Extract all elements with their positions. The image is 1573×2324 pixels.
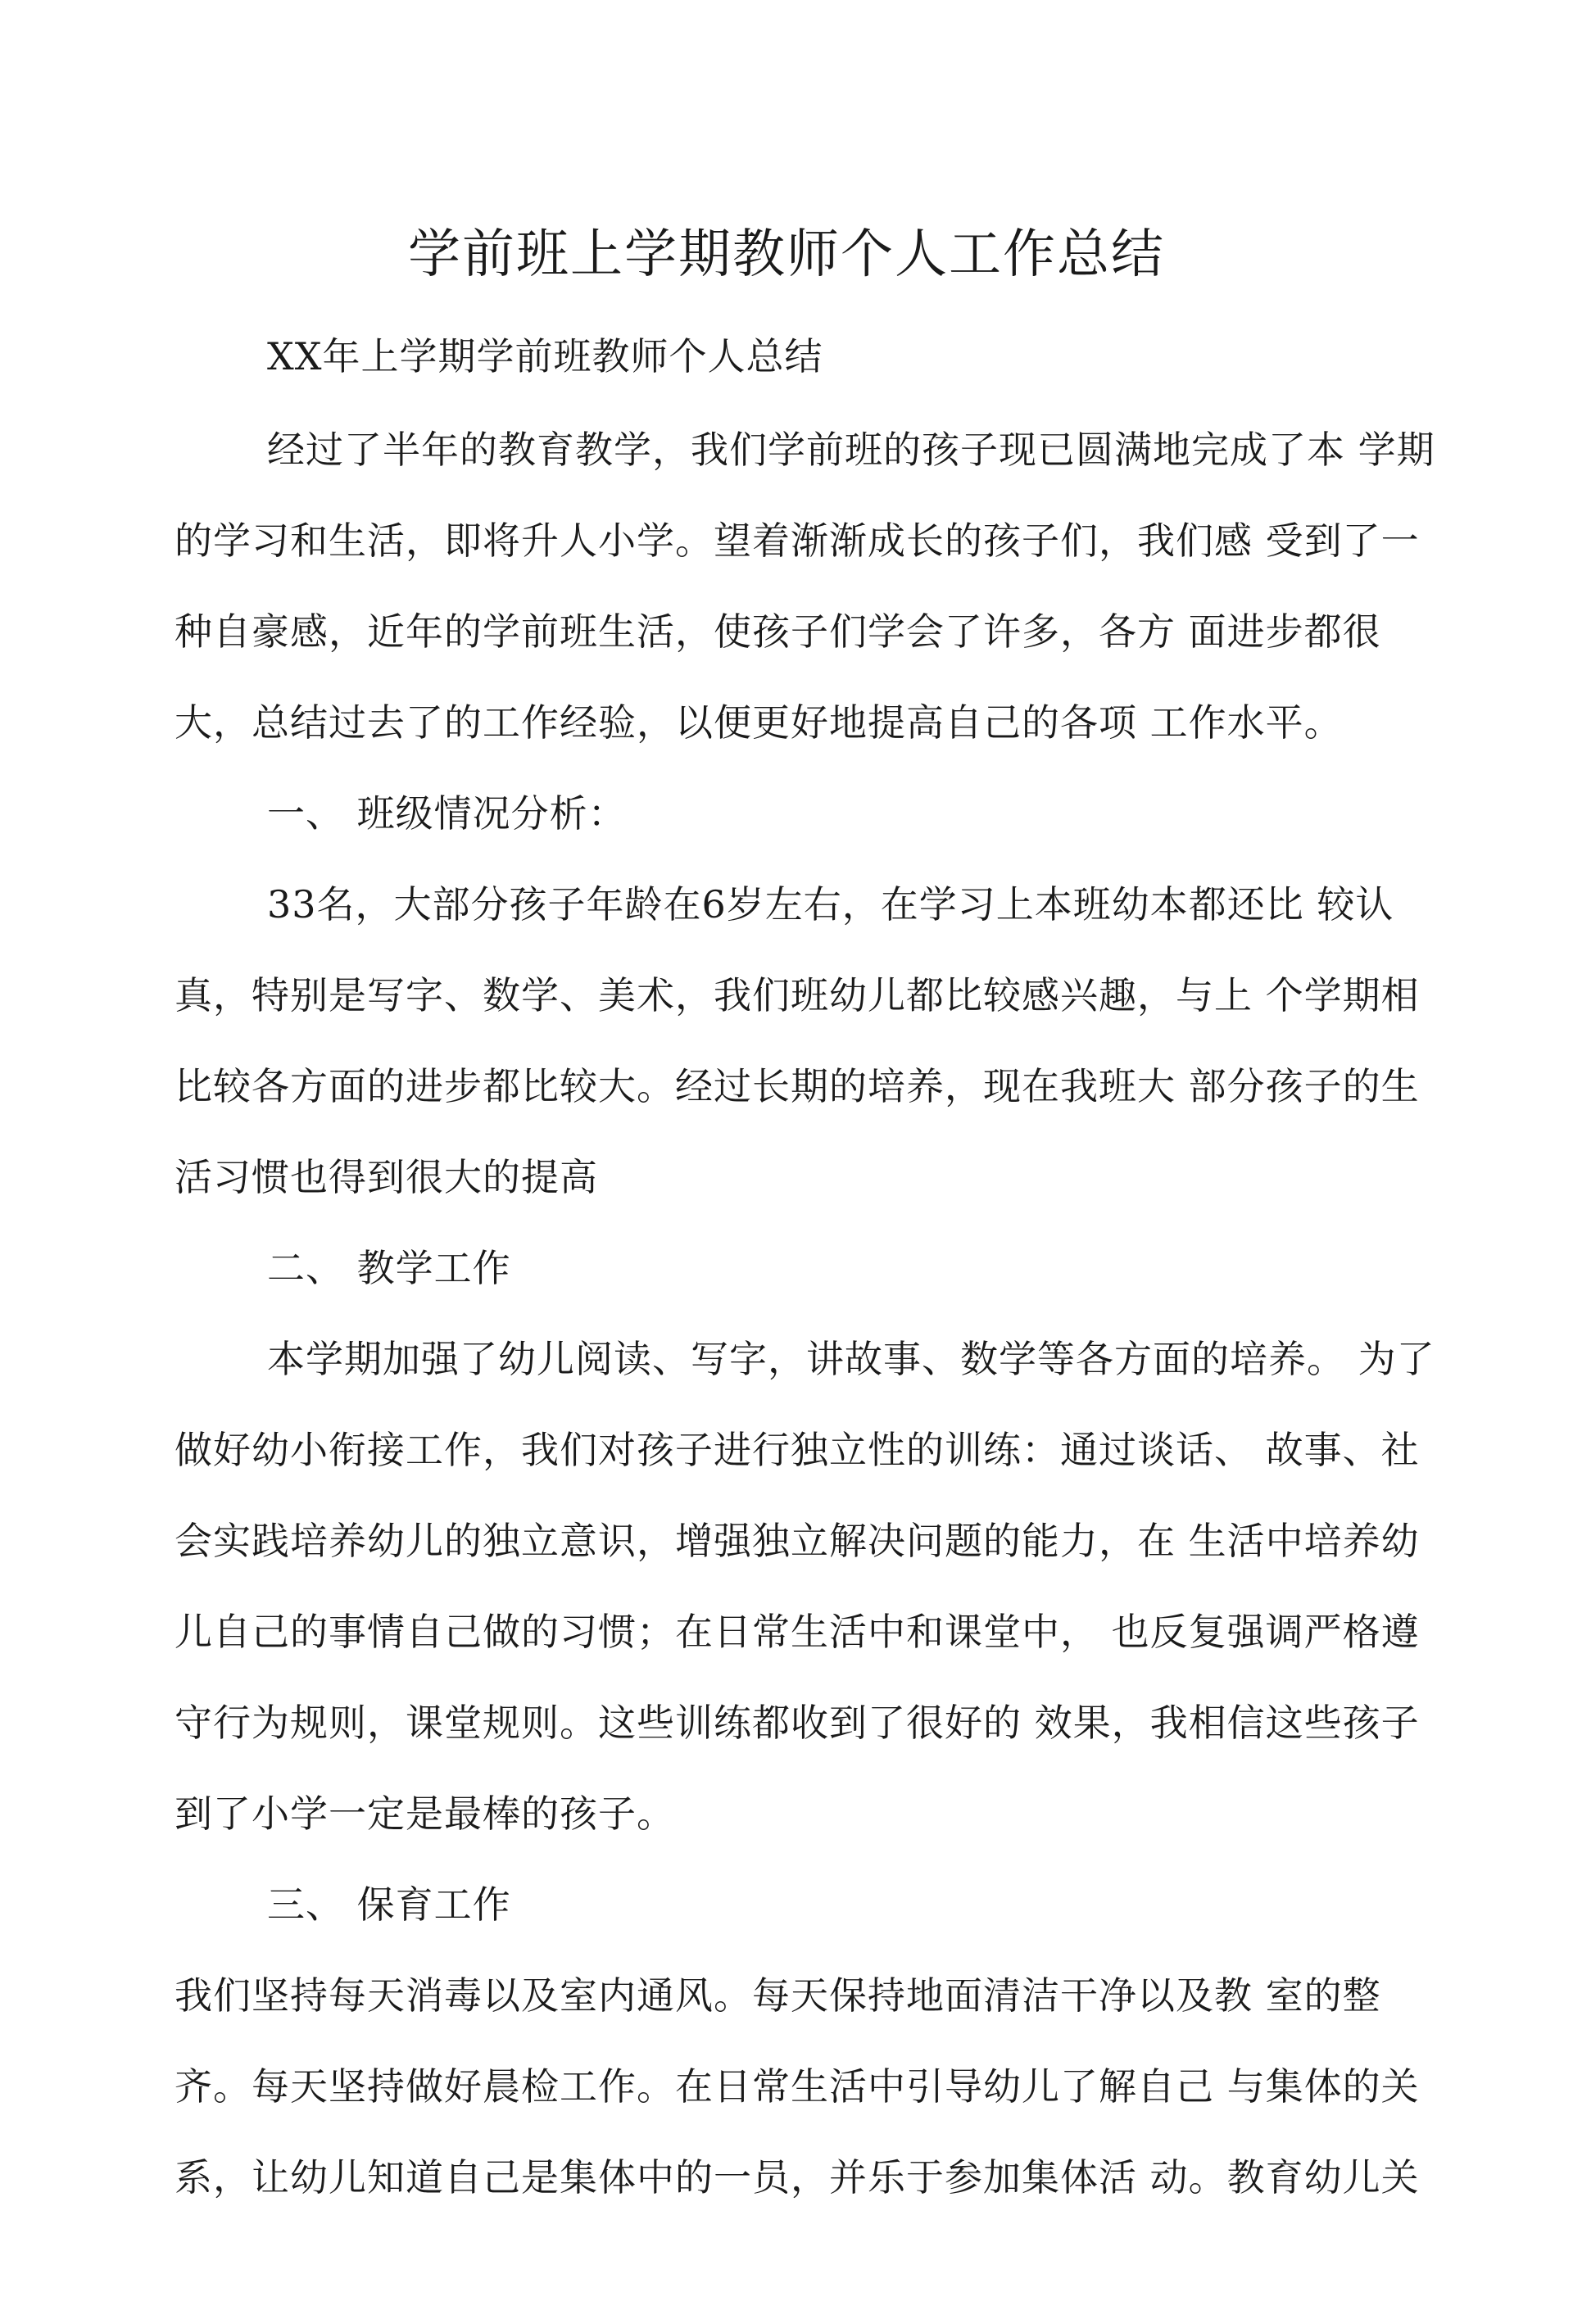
section-heading: 二、 教学工作 [267, 1246, 511, 1290]
paragraph-line: 齐。每天坚持做好晨检工作。在日常生活中引导幼儿了解自己 与集体的关 [175, 2064, 1420, 2109]
paragraph-line: 我们坚持每天消毒以及室内通风。每天保持地面清洁干净以及教 室的整 [175, 1973, 1381, 2018]
paragraph-line: 本学期加强了幼儿阅读、写字，讲故事、数学等各方面的培养。 为了 [267, 1337, 1435, 1381]
paragraph-line: 经过了半年的教育教学，我们学前班的孩子现已圆满地完成了本 学期 [267, 428, 1435, 472]
paragraph-line: 守行为规则，课堂规则。这些训练都收到了很好的 效果，我相信这些孩子 [175, 1701, 1420, 1745]
paragraph-line: 33名，大部分孩子年龄在6岁左右，在学习上本班幼本都还比 较认 [267, 882, 1394, 926]
paragraph-line: 种自豪感，近年的学前班生活，使孩子们学会了许多，各方 面进步都很 [175, 609, 1381, 654]
paragraph-line: 系，让幼儿知道自己是集体中的一员，并乐于参加集体活 动。教育幼儿关 [175, 2155, 1420, 2199]
paragraph-line: 儿自己的事情自己做的习惯；在日常生活中和课堂中， 也反复强调严格遵 [175, 1610, 1420, 1654]
subtitle-line: XX年上学期学前班教师个人总结 [267, 334, 823, 378]
paragraph-line: 大，总结过去了的工作经验，以便更好地提高自己的各项 工作水平。 [175, 700, 1343, 745]
paragraph-line: 比较各方面的进步都比较大。经过长期的培养，现在我班大 部分孩子的生 [175, 1064, 1420, 1108]
section-heading: 三、 保育工作 [267, 1882, 511, 1927]
paragraph-line: 会实践培养幼儿的独立意识，增强独立解决问题的能力，在 生活中培养幼 [175, 1519, 1420, 1563]
paragraph-line: 的学习和生活，即将升人小学。望着渐渐成长的孩子们，我们感 受到了一 [175, 519, 1420, 563]
paragraph-line: 活习惯也得到很大的提高 [175, 1155, 598, 1199]
section-heading: 一、 班级情况分析： [267, 791, 627, 836]
document-title: 学前班上学期教师个人工作总结 [408, 224, 1165, 285]
paragraph-line: 到了小学一定是最棒的孩子。 [175, 1792, 675, 1836]
paragraph-line: 真，特别是写字、数学、美术，我们班幼儿都比较感兴趣，与上 个学期相 [175, 973, 1420, 1017]
paragraph-line: 做好幼小衔接工作，我们对孩子进行独立性的训练：通过谈话、 故事、社 [175, 1428, 1420, 1472]
